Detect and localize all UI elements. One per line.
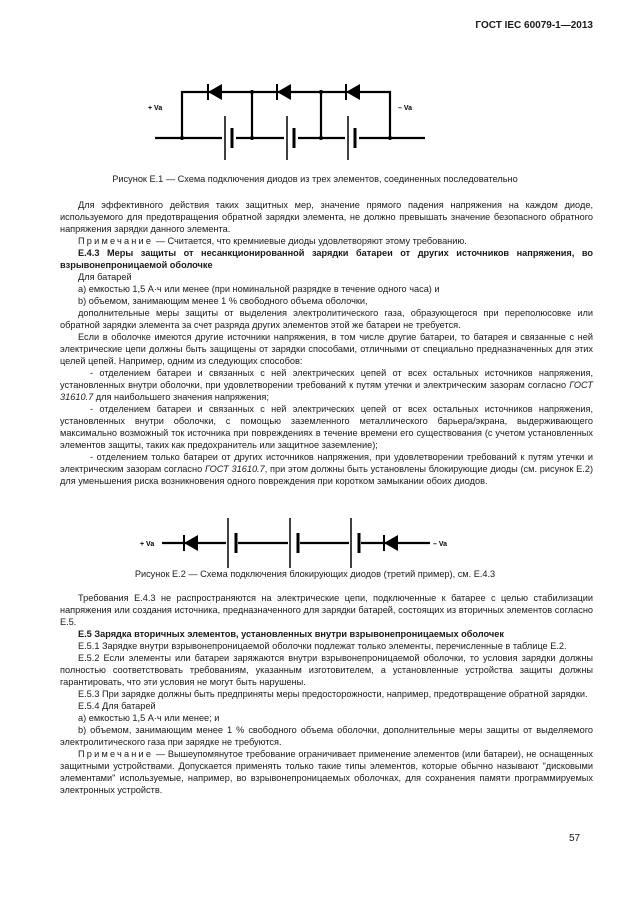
figure-2-minus-label: – Va (433, 541, 448, 548)
section-heading: Е.4.3 Меры защиты от несанкционированной зарядки батареи от других источников напряжения, во взрывонепроницаемой оболочке (60, 248, 593, 270)
dash-item (60, 451, 593, 487)
diode-icon (277, 84, 291, 100)
note (60, 748, 593, 796)
diode-icon (208, 84, 222, 100)
paragraph: Для батарей (78, 272, 132, 282)
list-item: а) емкостью 1,5 А·ч или менее (при номинальной разрядке в течение одного часа) и (78, 284, 440, 294)
note-text: — Вышеупомянутое требование ограничивает применение элементов (или батареи), не оснащенных защитными устройствами. Допускается применять только такие типы элементов, которые обычно называют "дисковыми элементами" используемые, например, во взрывонепроницаемых оболочках, для сохранения памяти программируемых электронных устройств. (60, 749, 593, 795)
section-heading: Е.5 Зарядка вторичных элементов, установленных внутри взрывонепроницаемых оболочек (78, 629, 504, 639)
list-item: b) объемом, занимающим менее 1 % свободного объема оболочки, (78, 296, 368, 306)
paragraph: Требования Е.4.3 не распространяются на электрические цепи, подключенные к батарее с целью стабилизации напряжения или создания источника, предназначенного для зарядки батарей, состоящих из вторичных элементов согласно Е.5. (60, 593, 593, 627)
paragraph: Для эффективного действия таких защитных мер, значение прямого падения напряжения на каждом диоде, используемого для предотвращения обратной зарядки элемента, не должно превышать значение безопасного обратного напряжения зарядки данного элемента. (60, 200, 593, 234)
paragraph: Если в оболочке имеются другие источники напряжения, в том числе другие батареи, то батарея и связанные с ней электрические цепи должны быть защищены от зарядки способами, отличными от специально предназначенных для этих целей цепей. Например, одним из следующих способов: (60, 332, 593, 366)
diode-icon (184, 535, 198, 551)
text: - отделением только батареи от других источников напряжения, при удовлетворении требований к путям утечки и электрическим зазорам согласно (60, 452, 593, 474)
text: - отделением батареи и связанных с ней электрических цепей от всех остальных источников напряжения, установленных внутри оболочки, при удовлетворении требований к путям утечки и электрическим зазорам согласно (60, 368, 593, 390)
paragraph: Е.5.3 При зарядке должны быть предприняты меры предосторожности, например, предотвращение обратной зарядки. (78, 689, 588, 699)
paragraph: Е.5.2 Если элементы или батареи заряжаются внутри взрывонепроницаемой оболочки, то условия зарядки должны полностью соответствовать требованиям, указанным изготовителем, а установленные устройства защиты должны гарантировать, что эти условия не могут быть нарушены. (60, 653, 593, 687)
figure-1-caption: Рисунок Е.1 — Схема подключения диодов из трех элементов, соединенных последовательно (112, 174, 518, 184)
list-item: а) емкостью 1,5 А·ч или менее; и (78, 713, 220, 723)
figure-1-plus-label: + Va (148, 105, 163, 112)
list-item: b) объемом, занимающим менее 1 % свободного объема оболочки, дополнительные меры защиты от выделяемого электролитического газа при зарядке не требуются. (60, 725, 593, 747)
page-number: 57 (569, 833, 581, 844)
text: для наибольшего значения напряжения; (93, 392, 269, 402)
note-label: Примечание (78, 236, 154, 246)
figure-2-diagram (140, 518, 447, 568)
note-label: Примечание (78, 749, 154, 759)
text: , при этом должны быть установлены блокирующие диоды (см. рисунок Е.2) для уменьшения риска возникновения одного повреждения при коротком замыкании обоих диодов. (60, 464, 594, 486)
paragraph: Е.5.1 Зарядке внутри взрывонепроницаемой оболочки подлежат только элементы, перечисленные в таблице Е.2. (78, 641, 567, 651)
note-text: — Считается, что кремниевые диоды удовлетворяют этому требованию. (153, 236, 467, 246)
standard-reference: ГОСТ 31610.7 (60, 380, 593, 402)
dash-item (60, 367, 593, 403)
paragraph: дополнительные меры защиты от выделения электролитического газа, образующегося при переполюсовке или обратной зарядки элемента за счет разряда других элементов этой же батареи не требуется. (60, 308, 593, 330)
figure-2-caption: Рисунок Е.2 — Схема подключения блокирующих диодов (третий пример), см. Е.4.3 (134, 569, 496, 579)
figure-1-minus-label: – Va (398, 105, 413, 112)
paragraph: Е.5.4 Для батарей (78, 701, 156, 711)
section-e5 (60, 592, 593, 796)
standard-reference: ГОСТ 31610.7 (204, 464, 265, 474)
diode-icon (384, 535, 398, 551)
dash-item: - отделением батареи и связанных с ней электрических цепей от всех остальных источников напряжения, установленных внутри оболочки, с помощью заземленного металлического барьера/экрана, выдерживающего максимально возможный ток источника при повреждениях в течение времени его существования (с учетом установленных элементов защиты, таких как предохранитель или защитное заземление); (60, 404, 593, 450)
diode-icon (346, 84, 360, 100)
figure-2-plus-label: + Va (140, 541, 155, 548)
standard-header: ГОСТ IEC 60079-1—2013 (475, 20, 593, 31)
section-e43 (60, 199, 593, 487)
note (60, 235, 593, 247)
